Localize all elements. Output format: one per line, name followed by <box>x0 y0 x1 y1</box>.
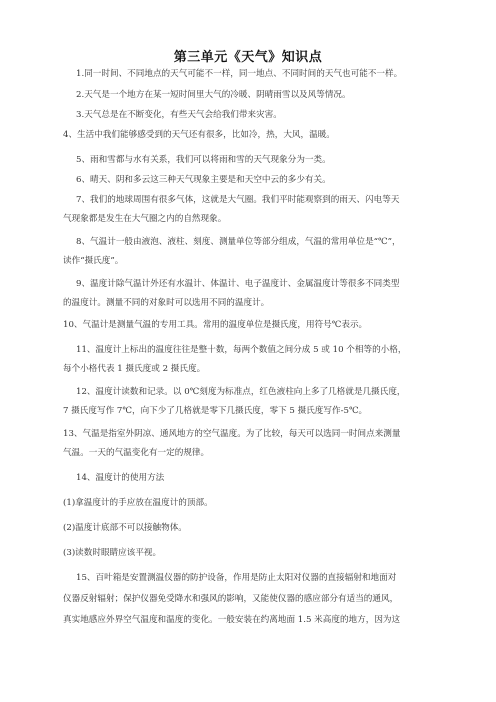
paragraph-2: 2.天气是一个地方在某一短时间里大气的冷暖、阴晴雨雪以及风等情况。 <box>76 90 351 100</box>
paragraph-8-line-1: 8、气温计一般由液泡、液柱、刻度、测量单位等部分组成，气温的常用单位是“℃”， <box>76 237 401 247</box>
paragraph-5: 5、雨和雪都与水有关系，我们可以将雨和雪的天气现象分为一类。 <box>76 155 331 165</box>
paragraph-12-line-2: 7 摄氏度写作 7℃，向下少了几格就是零下几摄氏度，零下 5 摄氏度写作-5℃。 <box>63 406 368 416</box>
page-title: 第三单元《天气》知识点 <box>173 50 323 65</box>
paragraph-3: 3.天气总是在不断变化，有些天气会给我们带来灾害。 <box>76 110 282 120</box>
paragraph-14-item-2: (2)温度计底部不可以接触物体。 <box>63 523 187 533</box>
paragraph-7-line-1: 7、我们的地球周围有很多气体，这就是大气圈。我们平时能观察到的雨天、闪电等天 <box>76 195 400 205</box>
paragraph-11-line-2: 每个小格代表 1 摄氏度或 2 摄氏度。 <box>63 364 206 374</box>
paragraph-14-item-3: (3)读数时眼睛应该平视。 <box>63 548 162 558</box>
paragraph-13-line-2: 气温。一天的气温变化有一定的规律。 <box>63 448 210 458</box>
paragraph-14: 14、温度计的使用方法 <box>76 473 165 483</box>
paragraph-4: 4、生活中我们能够感受到的天气还有很多，比如冷，热，大风，温暖。 <box>63 130 335 140</box>
paragraph-1: 1.同一时间、不同地点的天气可能不一样，同一地点、不同时间的天气也可能不一样。 <box>76 69 403 79</box>
paragraph-10: 10、气温计是测量气温的专用工具。常用的温度单位是摄氏度，用符号℃表示。 <box>63 320 368 330</box>
paragraph-9-line-1: 9、温度计除气温计外还有水温计、体温计、电子温度计、金属温度计等很多不同类型 <box>76 279 400 289</box>
paragraph-8-line-2: 读作“摄氏度”。 <box>63 256 124 266</box>
paragraph-11-line-1: 11、温度计上标出的温度往往是整十数，每两个数值之间分成 5 或 10 个相等的小格， <box>76 345 407 355</box>
paragraph-9-line-2: 的温度计。测量不同的对象时可以选用不同的温度计。 <box>63 298 270 308</box>
paragraph-15-line-1: 15、百叶箱是安置测温仪器的防护设备，作用是防止太阳对仪器的直接辐射和地面对 <box>76 573 397 583</box>
paragraph-7-line-2: 气现象都是发生在大气圈之内的自然现象。 <box>63 214 227 224</box>
paragraph-14-item-1: (1)拿温度计的手应放在温度计的顶部。 <box>63 498 213 508</box>
paragraph-15-line-2: 仪器反射辐射；保护仪器免受降水和强风的影响，又能使仪器的感应部分有适当的通风， <box>63 594 399 604</box>
paragraph-12-line-1: 12、温度计读数和记录。以 0℃刻度为标准点，红色液柱向上多了几格就是几摄氏度， <box>76 387 406 397</box>
paragraph-6: 6、晴天、阴和多云这三种天气现象主要是和天空中云的多少有关。 <box>76 175 331 185</box>
paragraph-15-line-3: 真实地感应外界空气温度和温度的变化。一般安装在约离地面 1.5 米高度的地方，因为这 <box>63 615 401 625</box>
paragraph-13-line-1: 13、气温是指室外阴凉、通风地方的空气温度。为了比较，每天可以选同一时间点来测量 <box>63 429 401 439</box>
